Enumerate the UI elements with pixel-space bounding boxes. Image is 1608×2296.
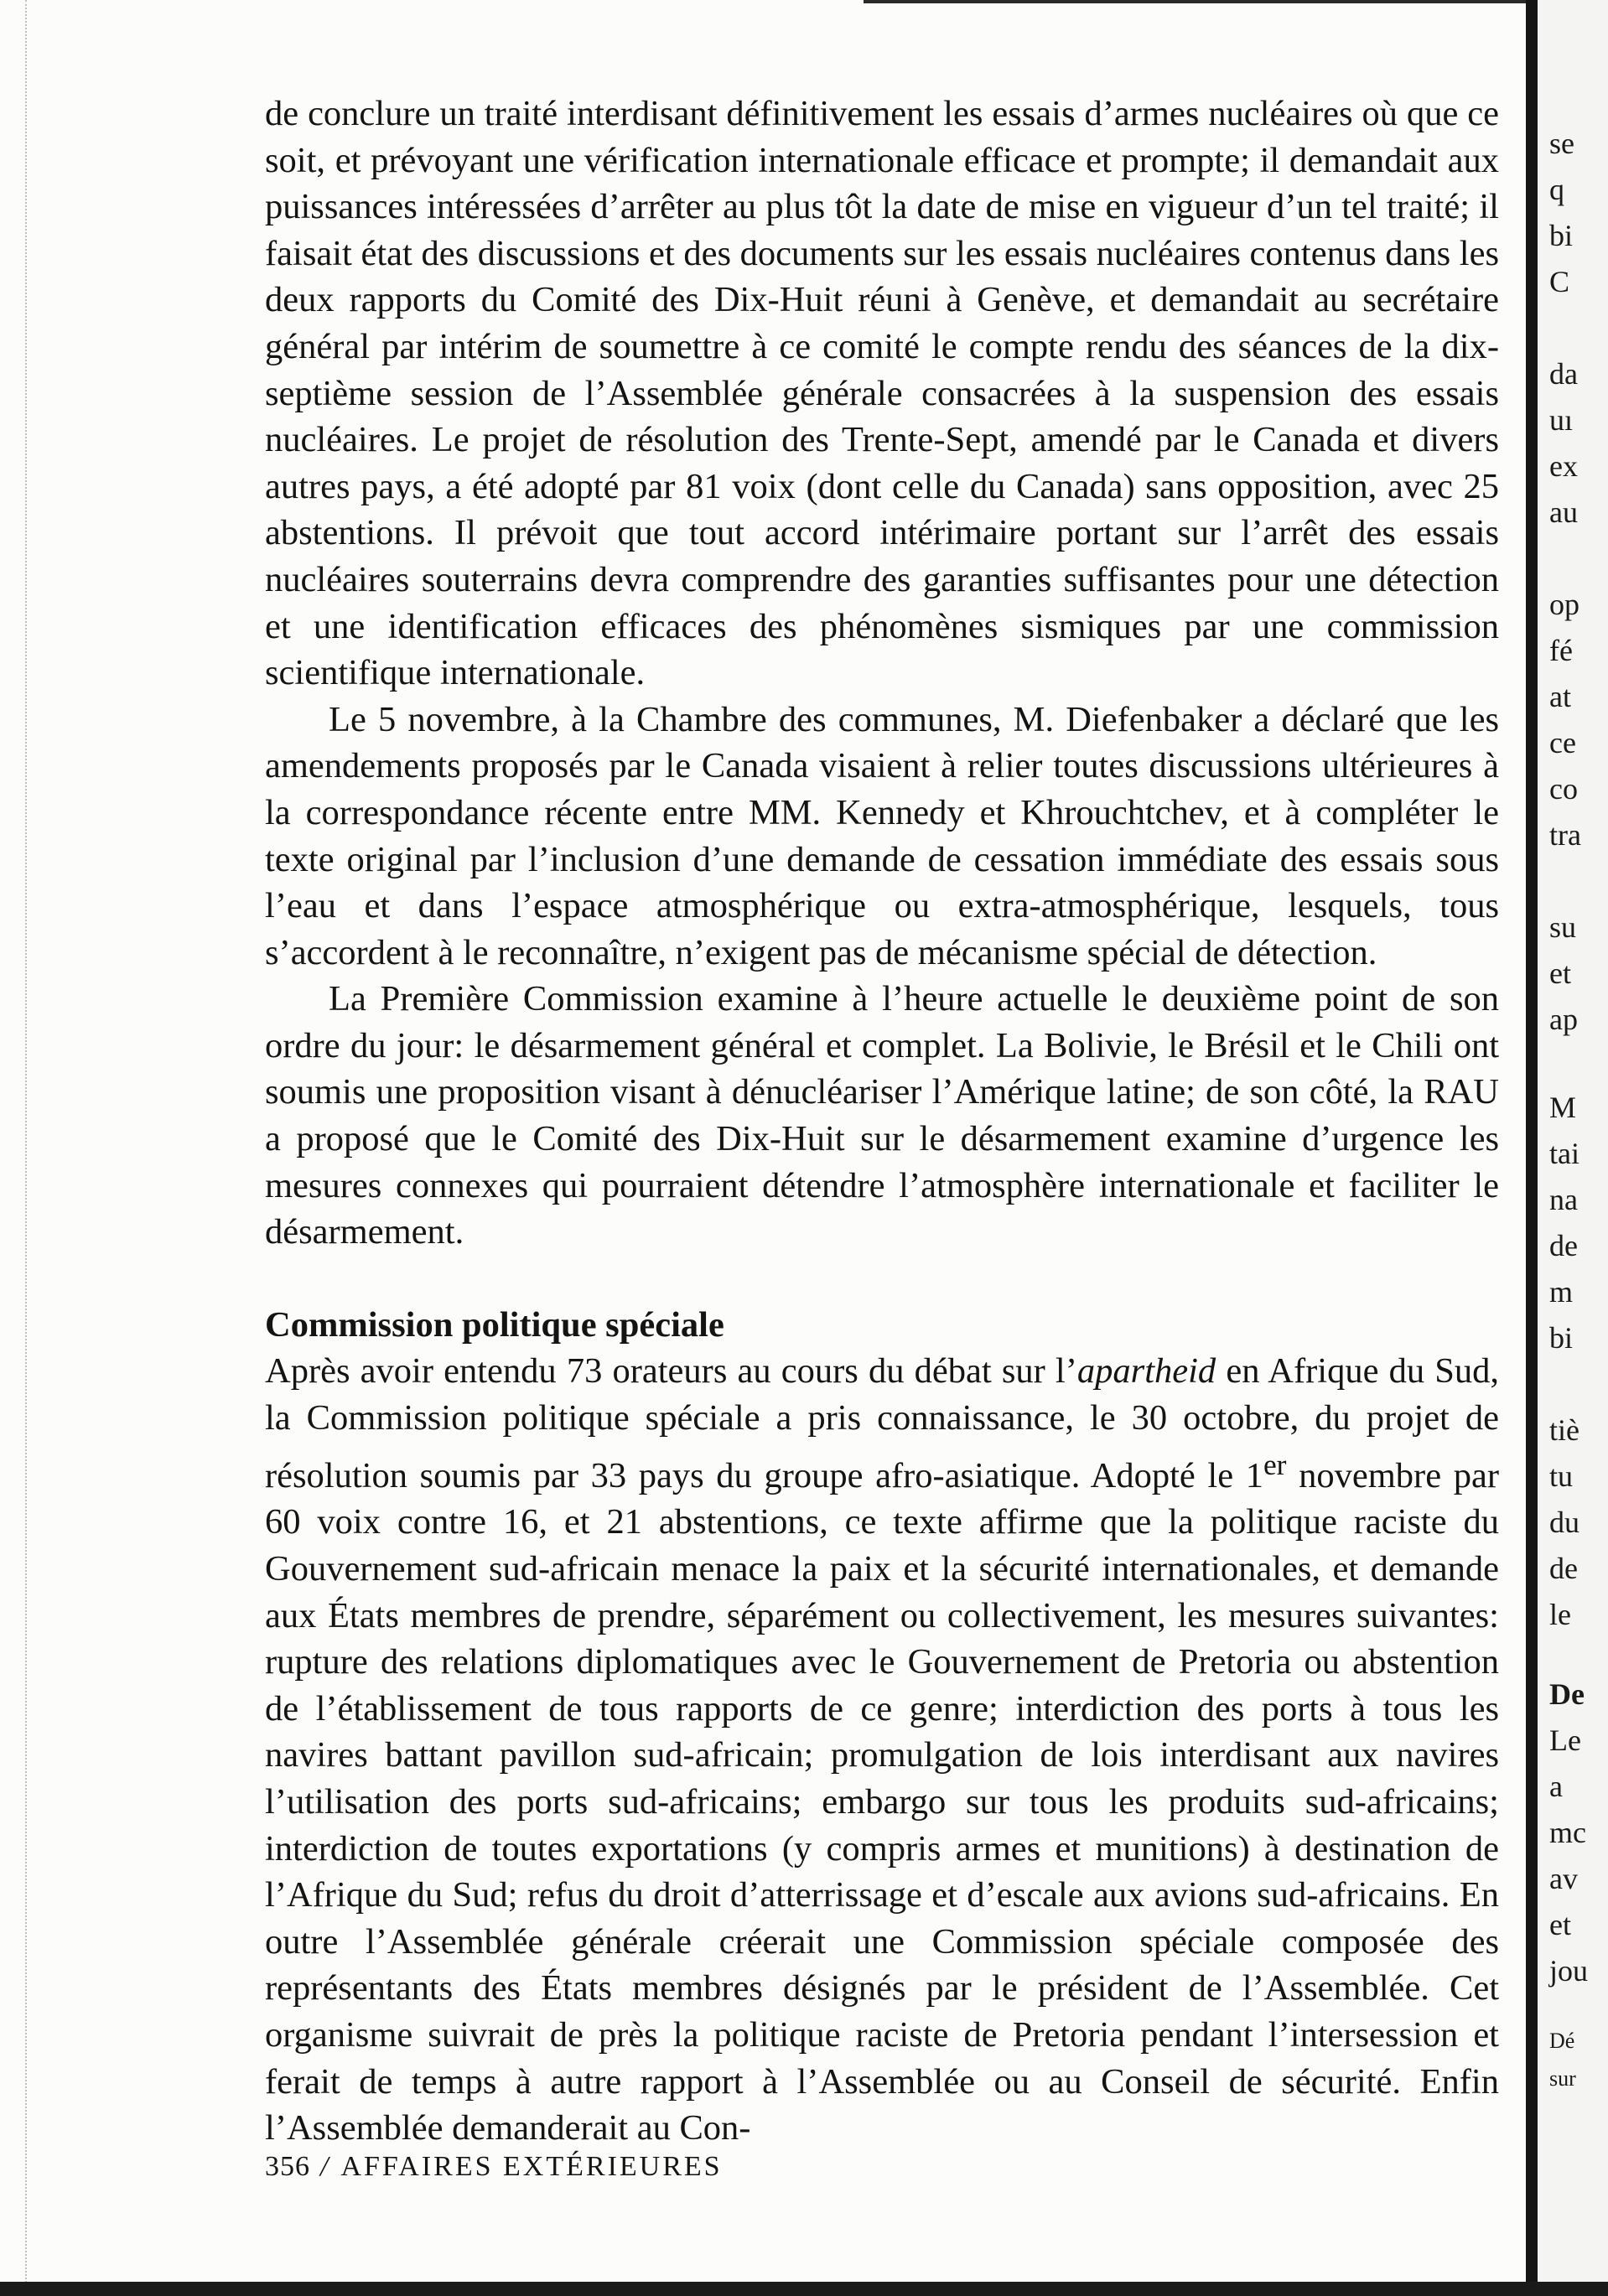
adjacent-fragment: bi: [1549, 1321, 1574, 1355]
adjacent-fragment: na: [1549, 1183, 1578, 1216]
adjacent-fragment: av: [1549, 1862, 1578, 1895]
adjacent-fragment: mc: [1549, 1816, 1586, 1849]
italic-term: apartheid: [1076, 1351, 1216, 1392]
adjacent-fragment: tai: [1549, 1137, 1579, 1170]
paragraph-4: [265, 1348, 1499, 2151]
adjacent-fragment: co: [1549, 772, 1578, 806]
adjacent-fragment: at: [1549, 680, 1571, 713]
adjacent-fragment: ex: [1549, 449, 1578, 483]
adjacent-fragment: se: [1549, 127, 1574, 160]
adjacent-fragment: et: [1549, 1908, 1571, 1941]
section-heading: Commission politique spéciale: [265, 1304, 724, 1345]
adjacent-fragment: tra: [1549, 818, 1581, 852]
adjacent-fragment: Le: [1549, 1723, 1581, 1757]
adjacent-fragment: sur: [1549, 2066, 1576, 2091]
body-text: [265, 91, 1499, 2152]
adjacent-fragment: a: [1549, 1770, 1563, 1803]
adjacent-fragment: de: [1549, 1229, 1578, 1262]
page-footer: [265, 2151, 723, 2183]
adjacent-fragment: ap: [1549, 1003, 1578, 1036]
adjacent-fragment: au: [1549, 495, 1578, 529]
adjacent-fragment: q: [1549, 173, 1564, 206]
adjacent-fragment: De: [1549, 1677, 1585, 1711]
adjacent-fragment: uı: [1549, 403, 1574, 437]
adjacent-fragment: M: [1549, 1091, 1577, 1124]
adjacent-page-strip: [1538, 0, 1608, 2296]
paragraph-3: La Première Commission examine à l’heure actuelle le deuxième point de son ordre du jour: le désarmement général et complet. La Bolivie, le Brésil et le Chili ont soumis une proposition visant à dénucléariser l’Amérique latine; de son côté, la RAU a proposé que le Comité des Dix-Huit sur le désarmement examine d’urgence les mesures connexes qui pourraient détendre l’atmosphère internationale et faciliter le désarmement.: [265, 979, 1499, 1252]
adjacent-fragment: tiè: [1549, 1413, 1579, 1447]
paragraph-1: de conclure un traité interdisant définitivement les essais d’armes nucléaires où que ce soit, et prévoyant une vérification internationale efficace et prompte; il demandait aux puissances intéressées d’arrêter au plus tôt la date de mise en vigueur d’un tel traité; il faisait état des discussions et des documents sur les essais nucléaires contenus dans les deux rapports du Comité des Dix-Huit réuni à Genève, et demandait au secrétaire général par intérim de soumettre à ce comité le compte rendu des séances de la dix-septième session de l’Assemblée générale consacrées à la suspension des essais nucléaires. Le projet de résolution des Trente-Sept, amendé par le Canada et divers autres pays, a été adopté par 81 voix (dont celle du Canada) sans opposition, avec 25 abstentions. Il prévoit que tout accord intérimaire portant sur l’arrêt des essais nucléaires souterrains devra comprendre des garanties suffisantes pour une détection et une identification efficaces des phénomènes sismiques par une commission scientifique internationale.: [265, 94, 1499, 693]
adjacent-fragment: fé: [1549, 634, 1573, 667]
adjacent-fragment: ce: [1549, 726, 1576, 759]
adjacent-fragment: et: [1549, 956, 1571, 990]
adjacent-fragment: le: [1549, 1598, 1571, 1631]
left-gutter-dots: [25, 0, 29, 2296]
adjacent-fragment: tu: [1549, 1459, 1574, 1493]
ordinal-superscript: er: [1263, 1447, 1287, 1481]
journal-title: AFFAIRES EXTÉRIEURES: [340, 2151, 723, 2182]
paragraph-2: Le 5 novembre, à la Chambre des communes, M. Diefenbaker a déclaré que les amendements proposés par le Canada visaient à relier toutes discussions ultérieures à la correspondance récente entre MM. Kennedy et Khrouchtchev, et à compléter le texte original par l’inclusion d’une demande de cessation immédiate des essais sous l’eau et dans l’espace atmosphérique ou extra-atmosphérique, lesquels, tous s’accordent à le reconnaître, n’exigent pas de mécanisme spécial de détection.: [265, 699, 1499, 972]
paragraph-4-part-2: en Afrique du Sud, la Commission politique spéciale a pris connaissance, le 30 octobre, du projet de résolution soumis par 33 pays du groupe afro-asiatique. Adopté le 1: [265, 1351, 1500, 1495]
adjacent-fragment: da: [1549, 357, 1578, 391]
book-spine-shadow: [1526, 0, 1538, 2296]
adjacent-fragment: m: [1549, 1275, 1574, 1309]
adjacent-fragment: C: [1549, 265, 1570, 298]
adjacent-fragment: op: [1549, 588, 1579, 621]
paragraph-4-part-1: Après avoir entendu 73 orateurs au cours du débat sur l’: [265, 1351, 1077, 1392]
scan-bottom-edge: [0, 2282, 1608, 2296]
paragraph-4-part-3: novembre par 60 voix contre 16, et 21 abstentions, ce texte affirme que la politique raciste du Gouvernement sud-africain menace la paix et la sécurité internationales, et demande aux États membres de prendre, séparément ou collectivement, les mesures suivantes: rupture des relations diplomatiques avec le Gouvernement de Pretoria ou abstention de l’établissement de tous rapports de ce genre; interdiction des ports à tous les navires battant pavillon sud-africain; promulgation de lois interdisant aux navires l’utilisation des ports sud-africains; embargo sur tous les produits sud-africains; interdiction de toutes exportations (y compris armes et munitions) à destination de l’Afrique du Sud; refus du droit d’atterrissage et d’escale aux avions sud-africains. En outre l’Assemblée générale créerait une Commission spéciale composée des représentants des États membres désignés par le président de l’Assemblée. Cet organisme suivrait de près la politique raciste de Pretoria pendant l’intersession et ferait de temps à autre rapport à l’Assemblée ou au Conseil de sécurité. Enfin l’Assemblée demanderait au Con-: [265, 1455, 1499, 2148]
adjacent-fragment: bi: [1549, 219, 1574, 252]
adjacent-fragment: du: [1549, 1506, 1579, 1539]
adjacent-fragment: de: [1549, 1552, 1578, 1585]
adjacent-fragment: jou: [1549, 1954, 1589, 1988]
top-rule: [864, 0, 1601, 3]
page-number: 356: [265, 2151, 310, 2182]
adjacent-fragment: Dé: [1549, 2029, 1575, 2053]
footer-separator: /: [320, 2151, 331, 2182]
adjacent-fragment: su: [1549, 910, 1577, 944]
